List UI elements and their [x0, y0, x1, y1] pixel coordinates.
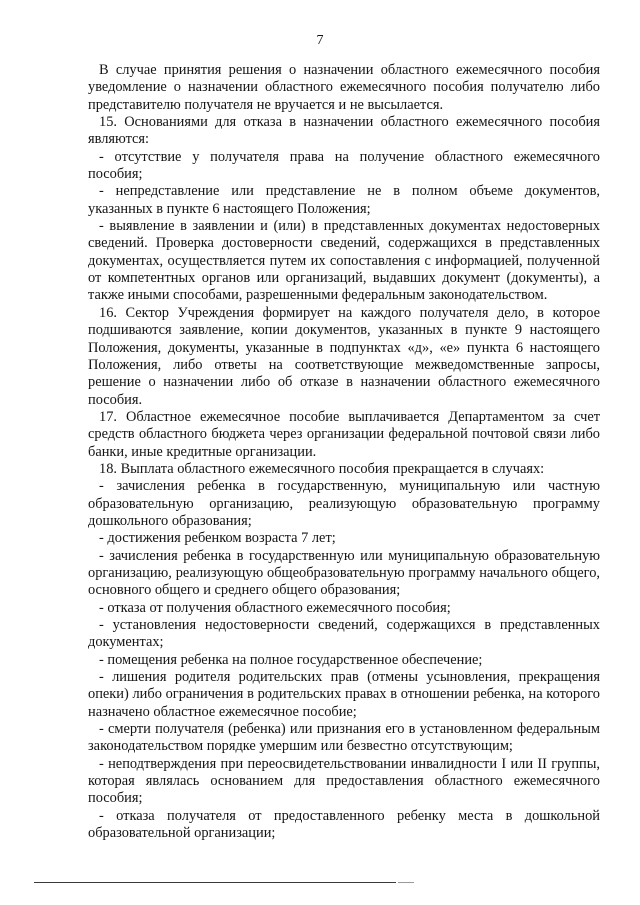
- list-item: - отказа от получения областного ежемесячного пособия;: [99, 599, 451, 616]
- footer-rule-mark: [398, 882, 414, 883]
- list-item: - зачисления ребенка в государственную или муниципальную образовательную организацию, реализующую общеобразовательную программу начального общего, основного общего и среднего общего образования;: [88, 547, 600, 599]
- paragraph-item-15: 15. Основаниями для отказа в назначении областного ежемесячного пособия являются:: [88, 114, 600, 148]
- list-item: - лишения родителя родительских прав (отмены усыновления, прекращения опеки) либо ограничения в родительских правах в отношении ребенка, на которого назначено областное ежемесячное пособие;: [88, 669, 600, 720]
- document-body: [88, 62, 600, 842]
- list-item: - отсутствие у получателя права на получение областного ежемесячного пособия;: [88, 148, 600, 183]
- list-item: - достижения ребенком возраста 7 лет;: [99, 530, 336, 547]
- footer-rule: [34, 882, 396, 883]
- list-item: - выявление в заявлении и (или) в представленных документах недостоверных сведений. Проверка достоверности сведений, содержащихся в представленных документах, осуществляется путем их сопоставления с информацией, полученной от компетентных органов или организаций, выдавших документ (документы), а также иными способами, разрешенными федеральным законодательством.: [88, 218, 600, 304]
- paragraph-notification: В случае принятия решения о назначении областного ежемесячного пособия уведомление о назначении областного ежемесячного пособия получателю либо представителю получателя не вручается и не высылается.: [88, 62, 600, 113]
- list-item: - отказа получателя от предоставленного ребенку места в дошкольной образовательной организации;: [88, 807, 600, 842]
- page-number: 7: [316, 33, 324, 48]
- paragraph-item-18: 18. Выплата областного ежемесячного пособия прекращается в случаях:: [99, 460, 545, 477]
- list-item: - непредставление или представление не в полном объеме документов, указанных в пункте 6 настоящего Положения;: [88, 183, 600, 217]
- list-item: - неподтверждения при переосвидетельствовании инвалидности I или II группы, которая являлась основанием для предоставления областного ежемесячного пособия;: [88, 755, 600, 807]
- list-item: - зачисления ребенка в государственную, муниципальную или частную образовательную организацию, реализующую образовательную программу дошкольного образования;: [88, 478, 600, 529]
- list-item: - смерти получателя (ребенка) или признания его в установленном федеральным законодательством порядке умершим или безвестно отсутствующим;: [88, 721, 600, 755]
- list-item: - помещения ребенка на полное государственное обеспечение;: [99, 651, 483, 668]
- paragraph-item-16: 16. Сектор Учреждения формирует на каждого получателя дело, в которое подшиваются заявление, копии документов, указанных в пункте 9 настоящего Положения, документы, указанные в подпунктах «д», «е» пункта 6 настоящего Положения, либо ответы на соответствующие межведомственные запросы, решение о назначении либо об отказе в назначении областного ежемесячного пособия.: [88, 304, 600, 408]
- paragraph-item-17: 17. Областное ежемесячное пособие выплачивается Департаментом за счет средств областного бюджета через организации федеральной почтовой связи либо банки, иные кредитные организации.: [88, 408, 600, 460]
- list-item: - установления недостоверности сведений, содержащихся в представленных документах;: [88, 617, 600, 651]
